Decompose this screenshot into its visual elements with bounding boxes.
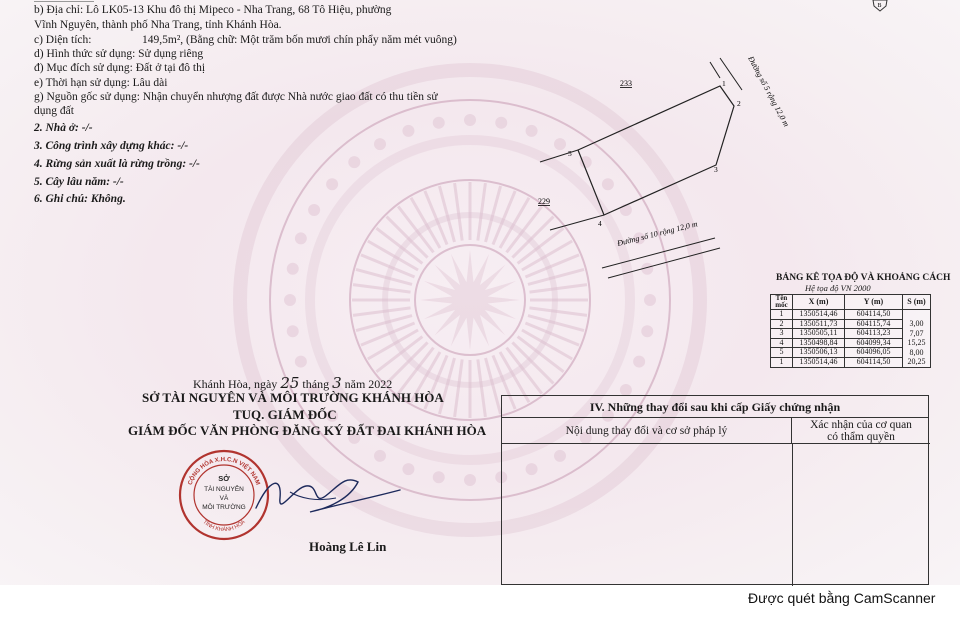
cropped-text-line xyxy=(34,0,94,2)
coord-point: 1 xyxy=(771,357,793,367)
coord-distance: 7,07 xyxy=(903,329,931,339)
coord-s-blank xyxy=(903,310,931,320)
address-line-1: b) Địa chỉ: Lô LK05-13 Khu đô thị Mipeco - Nha Trang, 68 Tô Hiệu, phường xyxy=(34,4,392,16)
date-month: 3 xyxy=(332,374,342,392)
stamp-outer-text: CỘNG HÒA X.H.C.N VIỆT NAM xyxy=(187,456,261,486)
table-row xyxy=(771,310,931,320)
coord-x: 1350498,84 xyxy=(793,338,845,348)
road-right-label: Đường số 5 rộng 12,0 m xyxy=(746,54,791,129)
coord-y: 604114,50 xyxy=(845,310,903,320)
coord-y: 604099,34 xyxy=(845,338,903,348)
date-year: 2022 xyxy=(368,377,393,391)
use-purpose: đ) Mục đích sử dụng: Đất ở tại đô thị xyxy=(34,62,206,74)
changes-col-confirm-line2: có thẩm quyền xyxy=(827,431,895,443)
coord-point: 1 xyxy=(771,310,793,320)
stamp-bottom-text: TỈNH KHÁNH HÒA xyxy=(201,519,247,534)
changes-col-confirm xyxy=(792,418,930,444)
shield-mark-icon xyxy=(870,0,890,12)
parcel-map xyxy=(520,50,791,290)
changes-title: IV. Những thay đổi sau khi cấp Giấy chứng nhận xyxy=(502,396,928,418)
item-perennial: 5. Cây lâu năm: -/- xyxy=(34,176,124,188)
signing-director-title: GIÁM ĐỐC VĂN PHÒNG ĐĂNG KÝ ĐẤT ĐAI KHÁNH HÒA xyxy=(128,423,487,438)
coord-point: 3 xyxy=(771,329,793,339)
item-forest: 4. Rừng sản xuất là rừng trồng: -/- xyxy=(34,158,200,170)
coord-y: 604114,50 xyxy=(845,357,903,367)
stamp-line2: TÀI NGUYÊN xyxy=(204,486,244,493)
coord-x: 1350505,11 xyxy=(793,329,845,339)
coord-header-x: X (m) xyxy=(793,295,845,310)
coord-table xyxy=(770,294,931,368)
road-bottom-label: Đường số 10 rộng 12,0 m xyxy=(616,219,699,248)
parcel-229-label: 229 xyxy=(538,197,550,206)
date-day: 25 xyxy=(280,374,300,392)
vertex-2-label: 2 xyxy=(737,99,741,108)
vertex-3-label: 3 xyxy=(714,165,718,174)
table-row xyxy=(771,357,931,367)
origin-line-1: g) Nguồn gốc sử dụng: Nhận chuyển nhượng đất được Nhà nước giao đất có thu tiền sử xyxy=(34,91,438,103)
changes-col-content: Nội dung thay đổi và cơ sở pháp lý xyxy=(502,418,792,444)
coord-x: 1350506,13 xyxy=(793,348,845,358)
coord-distance: 8,00 xyxy=(903,348,931,358)
vertex-4-label: 4 xyxy=(598,219,602,228)
stamp-line1: SỞ xyxy=(218,474,230,483)
vertex-5-label: 5 xyxy=(568,149,572,158)
table-row xyxy=(771,329,931,339)
coord-y: 604115,74 xyxy=(845,319,903,329)
coord-table-title: BẢNG KÊ TỌA ĐỘ VÀ KHOẢNG CÁCH xyxy=(776,273,951,283)
coord-distance: 20,25 xyxy=(903,357,931,367)
item-notes: 6. Ghi chú: Không. xyxy=(34,193,126,205)
coord-header-y: Y (m) xyxy=(845,295,903,310)
use-form: d) Hình thức sử dụng: Sử dụng riêng xyxy=(34,48,204,60)
vertex-1-label: 1 xyxy=(722,79,726,88)
use-term: e) Thời hạn sử dụng: Lâu dài xyxy=(34,77,168,89)
coord-y: 604096,05 xyxy=(845,348,903,358)
coord-x: 1350514,46 xyxy=(793,357,845,367)
origin-line-2: dụng đất xyxy=(34,105,74,117)
coord-point: 4 xyxy=(771,338,793,348)
coord-distance: 15,25 xyxy=(903,338,931,348)
item-house: 2. Nhà ở: -/- xyxy=(34,122,93,134)
coord-distance: 3,00 xyxy=(903,319,931,329)
changes-section xyxy=(501,395,929,585)
address-line-2: Vĩnh Nguyên, thành phố Nha Trang, tỉnh Khánh Hòa. xyxy=(34,19,282,31)
signer-name: Hoàng Lê Lin xyxy=(309,539,387,554)
date-prefix: Khánh Hòa, ngày xyxy=(193,377,278,391)
table-row xyxy=(771,338,931,348)
stamp-line4: MÔI TRƯỜNG xyxy=(202,504,246,511)
parcel-233-label: 233 xyxy=(620,79,632,88)
date-year-label: năm xyxy=(344,377,366,391)
coord-x: 1350511,73 xyxy=(793,319,845,329)
coord-x: 1350514,46 xyxy=(793,310,845,320)
item-other-works: 3. Công trình xây dựng khác: -/- xyxy=(34,140,189,152)
scanner-watermark-text: Được quét bằng CamScanner xyxy=(748,590,936,606)
area-label: c) Diện tích: xyxy=(34,34,92,46)
handwritten-signature-icon xyxy=(250,468,410,528)
area-value: 149,5m², (Bằng chữ: Một trăm bốn mươi chín phẩy năm mét vuông) xyxy=(142,34,457,46)
table-row xyxy=(771,319,931,329)
parcel-boundary xyxy=(578,86,734,215)
coord-point: 5 xyxy=(771,348,793,358)
coord-point: 2 xyxy=(771,319,793,329)
table-row xyxy=(771,348,931,358)
stamp-line3: VÀ xyxy=(219,495,229,502)
signing-department: SỞ TÀI NGUYÊN VÀ MÔI TRƯỜNG KHÁNH HÒA xyxy=(142,390,444,405)
signing-tuq: TUQ. GIÁM ĐỐC xyxy=(233,407,337,422)
coord-table-subtitle: Hệ tọa độ VN 2000 xyxy=(805,283,871,293)
coord-header-s: S (m) xyxy=(903,295,931,310)
changes-divider xyxy=(792,444,793,586)
changes-col-confirm-line1: Xác nhận của cơ quan xyxy=(810,419,912,431)
svg-text:B: B xyxy=(877,3,882,9)
coord-y: 604113,23 xyxy=(845,329,903,339)
date-month-label: tháng xyxy=(302,377,330,391)
coord-header-point: Tên mốc xyxy=(771,295,793,310)
